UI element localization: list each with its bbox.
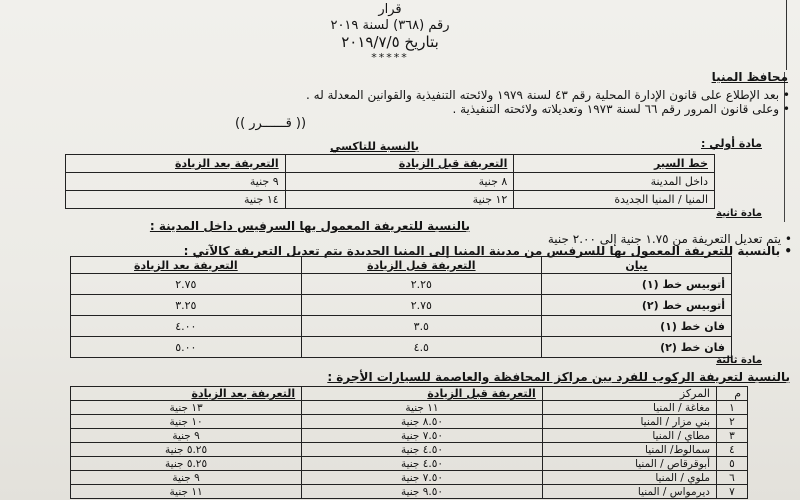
row-number: ٢	[717, 415, 748, 429]
table-row	[71, 316, 732, 337]
fare-before-cell: ٨.٥٠ جنية	[302, 415, 543, 429]
table-header-row	[71, 257, 732, 274]
route-cell: فان خط (٢)	[541, 337, 731, 358]
article1-caption: بالنسبة للتاكسي	[330, 140, 420, 153]
margin-line	[786, 0, 787, 70]
governor-title: محافظ المنيا	[711, 70, 788, 84]
taxi-fare-table	[65, 154, 715, 209]
column-header: م	[717, 387, 748, 401]
decree-header	[270, 2, 510, 66]
preamble-text: بعد الإطلاع على قانون الإدارة المحلية رقم ٤٣ لسنة ١٩٧٩ ولائحته التنفيذية والقوانين المعدلة له .	[306, 88, 780, 102]
decree-title: قرار	[378, 2, 402, 17]
table-row	[71, 457, 748, 471]
fare-after-cell: ١٤ جنية	[66, 191, 286, 209]
row-number: ٥	[717, 457, 748, 471]
decree-date: بتاريخ ٢٠١٩/٧/٥	[341, 33, 439, 51]
route-cell: أتوبيس خط (١)	[541, 274, 731, 295]
center-cell: ملوي / المنيا	[542, 471, 716, 485]
fare-before-cell: ٤.٥	[301, 337, 541, 358]
center-cell: مغاغة / المنيا	[542, 401, 716, 415]
fare-after-cell: ٤.٠٠	[71, 316, 302, 337]
column-header: التعريفة قبل الزيادة	[301, 257, 541, 274]
preamble-line: • بعد الإطلاع على قانون الإدارة المحلية رقم ٤٣ لسنة ١٩٧٩ ولائحته التنفيذية والقوانين المعدلة له .	[306, 88, 790, 102]
article2-bullet: • بالنسبة للتعريفة المعمول بها للسرفيس من مدينة المنيا إلى المنيا الجديدة يتم تعديل التعريفة كالآتي :	[183, 244, 792, 258]
fare-after-cell: ٩ جنية	[66, 173, 286, 191]
fare-after-cell: ١٠ جنية	[71, 415, 302, 429]
fare-before-cell: ٩.٥٠ جنية	[302, 485, 543, 499]
fare-before-cell: ٣.٥	[301, 316, 541, 337]
article3-caption: بالنسبة لتعريفة الركوب للفرد بين مراكز المحافظة والعاصمة للسيارات الأجرة :	[327, 370, 790, 384]
table-row	[71, 274, 732, 295]
fare-before-cell: ١٢ جنية	[285, 191, 514, 209]
fare-after-cell: ٥.٢٥ جنية	[71, 443, 302, 457]
article2-bullet-text: بالنسبة للتعريفة المعمول بها للسرفيس من مدينة المنيا إلى المنيا الجديدة يتم تعديل التعريفة كالآتي :	[183, 244, 781, 258]
route-cell: داخل المدينة	[514, 173, 715, 191]
table-row	[71, 401, 748, 415]
center-cell: بني مزار / المنيا	[542, 415, 716, 429]
stars-separator: *****	[371, 51, 409, 64]
fare-before-cell: ١١ جنية	[302, 401, 543, 415]
route-cell: فان خط (١)	[541, 316, 731, 337]
center-cell: سمالوط/ المنيا	[542, 443, 716, 457]
article2-bullet: • يتم تعديل التعريفة من ١.٧٥ جنية إلى ٢.٠٠ جنية	[547, 232, 792, 246]
table-row	[71, 443, 748, 457]
column-header: المركز	[542, 387, 716, 401]
fare-after-cell: ١١ جنية	[71, 485, 302, 499]
fare-after-cell: ٩ جنية	[71, 471, 302, 485]
fare-before-cell: ٢.٢٥	[301, 274, 541, 295]
fare-after-cell: ٢.٧٥	[71, 274, 302, 295]
column-header: التعريفة قبل الزيادة	[302, 387, 543, 401]
center-cell: أبوقرقاص / المنيا	[542, 457, 716, 471]
fare-before-cell: ٤.٥٠ جنية	[302, 457, 543, 471]
service-fare-table	[70, 256, 732, 358]
fare-before-cell: ٨ جنية	[285, 173, 514, 191]
preamble-text: وعلى قانون المرور رقم ٦٦ لسنة ١٩٧٣ وتعديلاته ولائحته التنفيذية .	[452, 102, 780, 116]
center-cell: ديرمواس / المنيا	[542, 485, 716, 499]
table-row	[66, 173, 715, 191]
row-number: ٣	[717, 429, 748, 443]
column-header: بيان	[541, 257, 731, 274]
route-cell: أتوبيس خط (٢)	[541, 295, 731, 316]
table-row	[71, 337, 732, 358]
article2-heading: مادة ثانية	[716, 208, 762, 219]
row-number: ٧	[717, 485, 748, 499]
table-row	[71, 415, 748, 429]
table-header-row	[66, 155, 715, 173]
article2-caption: بالنسبة للتعريفة المعمول بها السرفيس داخل المدينة :	[149, 219, 470, 233]
column-header: التعريفة بعد الزيادة	[71, 257, 302, 274]
column-header: التعريفة بعد الزيادة	[71, 387, 302, 401]
preamble-line: • وعلى قانون المرور رقم ٦٦ لسنة ١٩٧٣ وتعديلاته ولائحته التنفيذية .	[452, 102, 790, 116]
route-cell: المنيا / المنيا الجديدة	[514, 191, 715, 209]
row-number: ١	[717, 401, 748, 415]
fare-after-cell: ٥.٢٥ جنية	[71, 457, 302, 471]
decree-number: رقم (٣٦٨) لسنة ٢٠١٩	[330, 18, 450, 33]
fare-after-cell: ٥.٠٠	[71, 337, 302, 358]
table-row	[71, 429, 748, 443]
table-row	[71, 471, 748, 485]
column-header: التعريفة قبل الزيادة	[285, 155, 514, 173]
table-row	[71, 485, 748, 499]
fare-after-cell: ٩ جنية	[71, 429, 302, 443]
column-header: خط السير	[514, 155, 715, 173]
table-row	[71, 295, 732, 316]
table-header-row	[71, 387, 748, 401]
decided-heading: (( قــــــرر ))	[235, 116, 307, 131]
article2-bullet-text: يتم تعديل التعريفة من ١.٧٥ جنية إلى ٢.٠٠ جنية	[547, 232, 782, 246]
article1-heading: مادة أولي :	[700, 137, 762, 150]
article3-heading: مادة ثالثة	[716, 355, 762, 366]
row-number: ٦	[717, 471, 748, 485]
center-cell: مطاي / المنيا	[542, 429, 716, 443]
fare-after-cell: ١٣ جنية	[71, 401, 302, 415]
fare-before-cell: ٢.٧٥	[301, 295, 541, 316]
fare-before-cell: ٧.٥٠ جنية	[302, 471, 543, 485]
fare-before-cell: ٧.٥٠ جنية	[302, 429, 543, 443]
table-row	[66, 191, 715, 209]
column-header: التعريفة بعد الزيادة	[66, 155, 286, 173]
row-number: ٤	[717, 443, 748, 457]
fare-before-cell: ٤.٥٠ جنية	[302, 443, 543, 457]
taxi-intercity-fare-table	[70, 386, 748, 499]
fare-after-cell: ٣.٢٥	[71, 295, 302, 316]
